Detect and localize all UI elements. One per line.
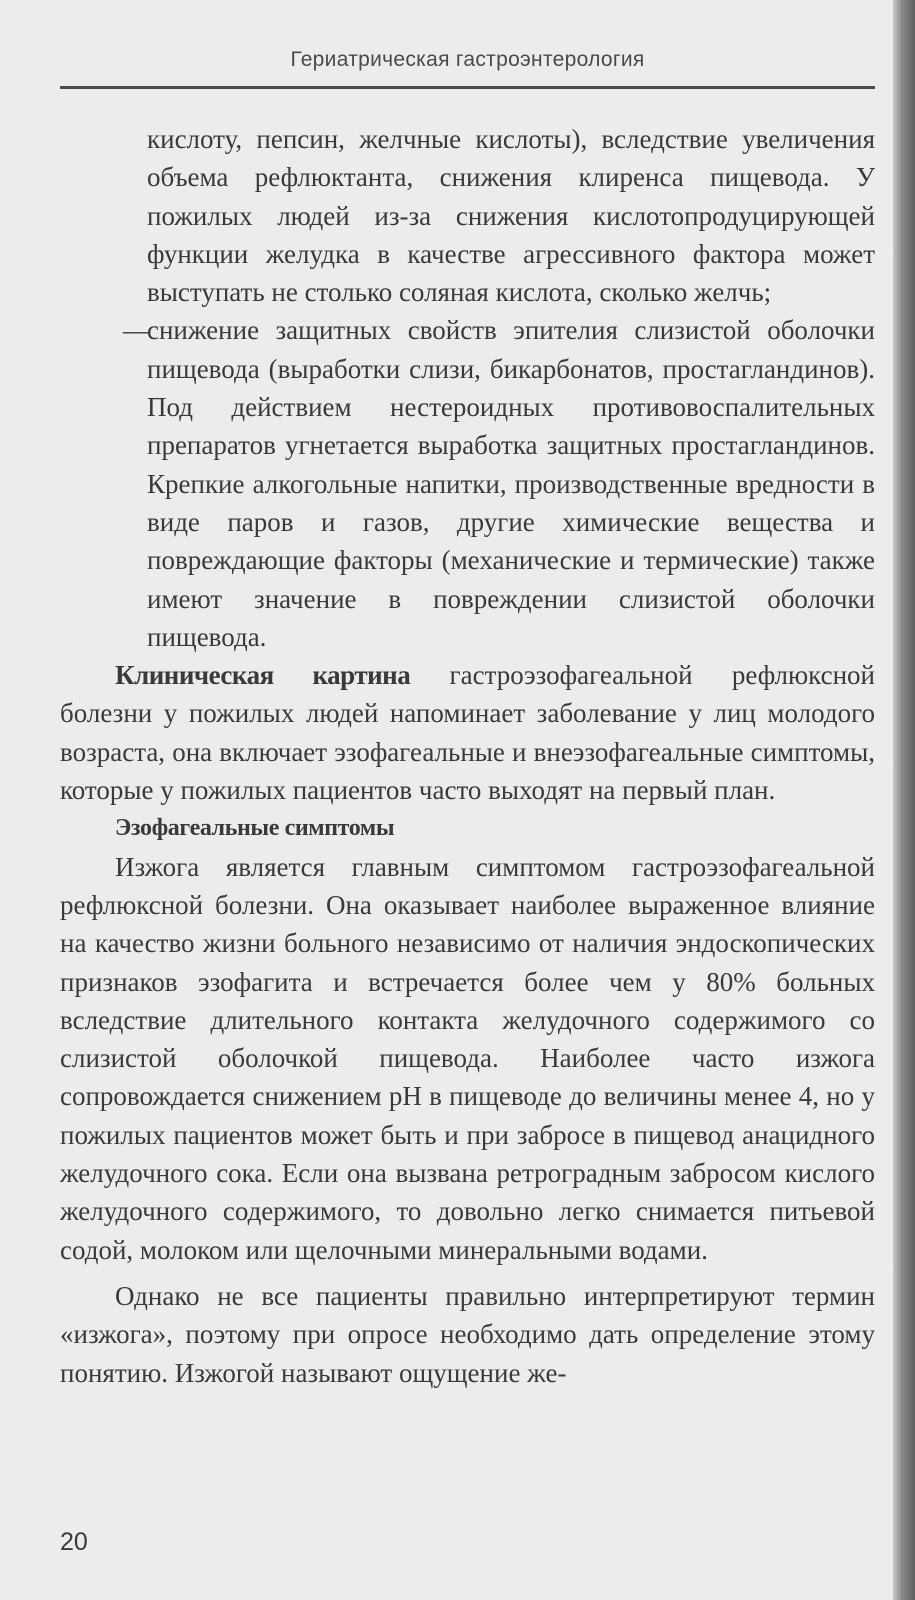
paragraph-clinical-picture: [60, 656, 875, 809]
list-item-continuation: кислоту, пепсин, желчные кислоты), вследствие увеличения объема рефлюктанта, снижения клиренса пищевода. У пожилых людей из-за снижения кислотопродуцирующей функции желудка в качестве агрессивного фактора может выступать не столько соляная кислота, сколько желчь;: [147, 124, 875, 308]
paragraph-gap: [60, 1269, 875, 1277]
section-subheading: Эзофагеальные симптомы: [115, 815, 395, 842]
clinical-lead-term: Клиническая картина: [115, 660, 411, 691]
header-rule: [60, 86, 875, 89]
paragraph-heartburn-definition: Однако не все пациенты правильно интерпретируют термин «изжога», поэтому при опросе необходимо дать определение этому понятию. Изжогой называют ощущение же-: [60, 1280, 875, 1388]
body-text: [60, 120, 875, 1392]
clinical-text: гастроэзофагеальной рефлюксной болезни у пожилых людей напоминает заболевание у лиц молодого возраста, она включает эзофагеальные и внеэзофагеальные симптомы, которые у пожилых пациентов часто выходят на первый план.: [60, 660, 876, 806]
dash-bullet: —: [123, 315, 150, 346]
page-number: 20: [60, 1528, 88, 1556]
running-head: Гериатрическая гастроэнтерология: [290, 48, 645, 71]
list-item-protective-properties: [60, 311, 875, 656]
paragraph-heartburn: Изжога является главным симптомом гастроэзофагеальной рефлюксной болезни. Она оказывает наиболее выраженное влияние на качество жизни больного независимо от наличия эндоскопических признаков эзофагита и встречается более чем у 80% больных вследствие длительного контакта желудочного содержимого со слизистой оболочкой пищевода. Наиболее часто изжога сопровождается снижением pH в пищеводе до величины менее 4, но у пожилых пациентов может быть и при забросе в пищевод анацидного желудочного сока. Если она вызвана ретроградным забросом кислого желудочного содержимого, то довольно легко снимается питьевой содой, молоком или щелочными минеральными водами.: [60, 851, 875, 1265]
list-item-text: снижение защитных свойств эпителия слизистой оболочки пищевода (выработки слизи, бикарбонатов, простагландинов). Под действием нестероидных противовоспалительных препаратов угнетается выработка защитных простагландинов. Крепкие алкогольные напитки, производственные вредности в виде паров и газов, другие химические вещества и повреждающие факторы (механические и термические) также имеют значение в повреждении слизистой оболочки пищевода.: [147, 315, 875, 652]
book-spine-shadow: [893, 0, 915, 1600]
